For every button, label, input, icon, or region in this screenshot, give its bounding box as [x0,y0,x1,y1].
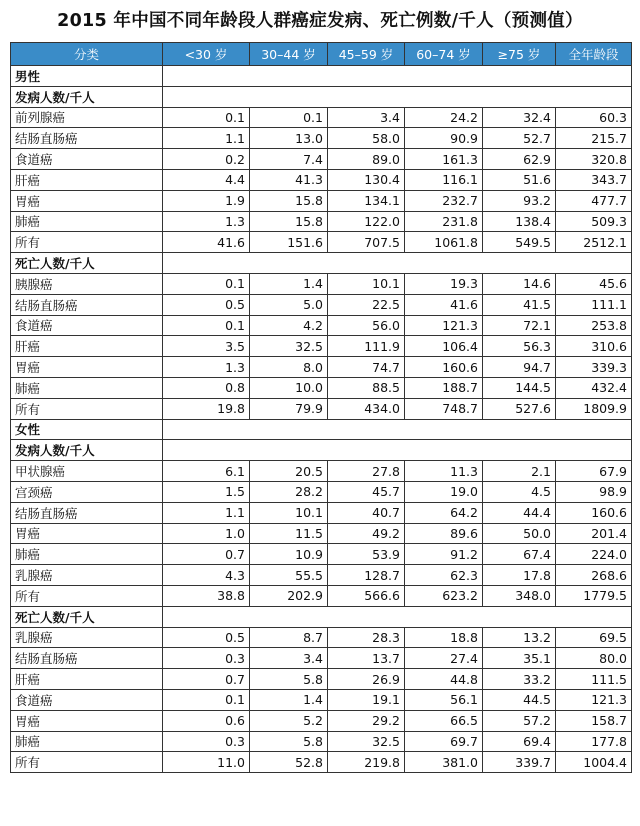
header-category: 分类 [11,43,163,66]
gender-label: 男性 [11,66,163,87]
value-cell: 13.0 [250,128,328,149]
value-cell: 52.8 [250,752,328,773]
cancer-type-cell: 胃癌 [11,190,163,211]
value-cell: 8.7 [250,627,328,648]
value-cell: 56.3 [483,336,556,357]
value-cell: 28.3 [328,627,405,648]
value-cell: 69.7 [405,731,483,752]
value-cell: 1.1 [163,502,250,523]
value-cell: 224.0 [556,544,632,565]
group-row [11,606,632,627]
value-cell: 19.1 [328,689,405,710]
value-cell: 160.6 [405,357,483,378]
value-cell: 6.1 [163,461,250,482]
value-cell: 26.9 [328,669,405,690]
value-cell: 35.1 [483,648,556,669]
group-label: 发病人数/千人 [11,86,163,107]
table-row [11,398,632,419]
value-cell: 527.6 [483,398,556,419]
header-all-ages: 全年龄段 [556,43,632,66]
value-cell: 0.5 [163,627,250,648]
table-row [11,565,632,586]
value-cell: 41.6 [405,294,483,315]
header-age-60-74: 60–74 岁 [405,43,483,66]
value-cell: 434.0 [328,398,405,419]
cancer-type-cell: 所有 [11,232,163,253]
value-cell: 17.8 [483,565,556,586]
cancer-type-cell: 肺癌 [11,211,163,232]
value-cell: 160.6 [556,502,632,523]
value-cell: 509.3 [556,211,632,232]
gender-row-filler [163,66,632,87]
cancer-type-cell: 结肠直肠癌 [11,294,163,315]
value-cell: 66.5 [405,710,483,731]
header-age-45-59: 45–59 岁 [328,43,405,66]
value-cell: 89.0 [328,149,405,170]
cancer-type-cell: 乳腺癌 [11,627,163,648]
cancer-type-cell: 肝癌 [11,669,163,690]
value-cell: 549.5 [483,232,556,253]
group-row-filler [163,86,632,107]
cancer-type-cell: 肺癌 [11,731,163,752]
value-cell: 1.9 [163,190,250,211]
table-row [11,273,632,294]
cancer-type-cell: 结肠直肠癌 [11,648,163,669]
value-cell: 50.0 [483,523,556,544]
value-cell: 4.5 [483,481,556,502]
cancer-type-cell: 结肠直肠癌 [11,502,163,523]
value-cell: 1.0 [163,523,250,544]
value-cell: 381.0 [405,752,483,773]
value-cell: 94.7 [483,357,556,378]
gender-row [11,419,632,440]
table-row [11,107,632,128]
value-cell: 0.3 [163,731,250,752]
value-cell: 202.9 [250,585,328,606]
value-cell: 89.6 [405,523,483,544]
value-cell: 748.7 [405,398,483,419]
cancer-type-cell: 结肠直肠癌 [11,128,163,149]
value-cell: 5.8 [250,731,328,752]
value-cell: 41.3 [250,169,328,190]
group-row-filler [163,440,632,461]
header-age-under-30: <30 岁 [163,43,250,66]
value-cell: 1779.5 [556,585,632,606]
value-cell: 38.8 [163,585,250,606]
group-row-filler [163,253,632,274]
cancer-type-cell: 肝癌 [11,336,163,357]
value-cell: 310.6 [556,336,632,357]
cancer-type-cell: 所有 [11,585,163,606]
value-cell: 268.6 [556,565,632,586]
table-row [11,211,632,232]
value-cell: 15.8 [250,211,328,232]
table-row [11,502,632,523]
table-row [11,149,632,170]
value-cell: 2.1 [483,461,556,482]
table-row [11,585,632,606]
table-row [11,128,632,149]
value-cell: 8.0 [250,357,328,378]
table-row [11,627,632,648]
table-row [11,461,632,482]
value-cell: 51.6 [483,169,556,190]
value-cell: 0.1 [163,315,250,336]
value-cell: 432.4 [556,377,632,398]
value-cell: 10.0 [250,377,328,398]
value-cell: 320.8 [556,149,632,170]
value-cell: 13.7 [328,648,405,669]
value-cell: 0.6 [163,710,250,731]
table-row [11,544,632,565]
value-cell: 0.1 [163,273,250,294]
value-cell: 18.8 [405,627,483,648]
value-cell: 1.3 [163,211,250,232]
value-cell: 0.7 [163,544,250,565]
value-cell: 231.8 [405,211,483,232]
value-cell: 27.4 [405,648,483,669]
value-cell: 219.8 [328,752,405,773]
value-cell: 55.5 [250,565,328,586]
value-cell: 1.1 [163,128,250,149]
header-row [11,43,632,66]
value-cell: 90.9 [405,128,483,149]
value-cell: 60.3 [556,107,632,128]
value-cell: 93.2 [483,190,556,211]
value-cell: 41.5 [483,294,556,315]
value-cell: 11.3 [405,461,483,482]
value-cell: 20.5 [250,461,328,482]
value-cell: 29.2 [328,710,405,731]
table-row [11,648,632,669]
cancer-statistics-table [10,42,632,773]
value-cell: 1.5 [163,481,250,502]
table-row [11,710,632,731]
value-cell: 67.9 [556,461,632,482]
value-cell: 62.3 [405,565,483,586]
table-row [11,731,632,752]
cancer-type-cell: 乳腺癌 [11,565,163,586]
table-row [11,669,632,690]
group-row-filler [163,606,632,627]
value-cell: 10.1 [250,502,328,523]
value-cell: 3.5 [163,336,250,357]
cancer-type-cell: 前列腺癌 [11,107,163,128]
value-cell: 339.3 [556,357,632,378]
value-cell: 14.6 [483,273,556,294]
value-cell: 44.5 [483,689,556,710]
value-cell: 98.9 [556,481,632,502]
value-cell: 80.0 [556,648,632,669]
value-cell: 707.5 [328,232,405,253]
value-cell: 0.1 [250,107,328,128]
value-cell: 121.3 [556,689,632,710]
value-cell: 22.5 [328,294,405,315]
value-cell: 67.4 [483,544,556,565]
value-cell: 0.1 [163,107,250,128]
value-cell: 4.4 [163,169,250,190]
cancer-type-cell: 胃癌 [11,357,163,378]
value-cell: 566.6 [328,585,405,606]
value-cell: 56.0 [328,315,405,336]
value-cell: 69.5 [556,627,632,648]
value-cell: 4.3 [163,565,250,586]
value-cell: 58.0 [328,128,405,149]
value-cell: 106.4 [405,336,483,357]
cancer-type-cell: 食道癌 [11,689,163,710]
value-cell: 19.8 [163,398,250,419]
value-cell: 56.1 [405,689,483,710]
value-cell: 19.0 [405,481,483,502]
value-cell: 10.9 [250,544,328,565]
value-cell: 74.7 [328,357,405,378]
value-cell: 2512.1 [556,232,632,253]
table-row [11,190,632,211]
value-cell: 10.1 [328,273,405,294]
value-cell: 91.2 [405,544,483,565]
cancer-type-cell: 肺癌 [11,377,163,398]
value-cell: 24.2 [405,107,483,128]
value-cell: 11.5 [250,523,328,544]
value-cell: 72.1 [483,315,556,336]
value-cell: 4.2 [250,315,328,336]
value-cell: 64.2 [405,502,483,523]
table-row [11,232,632,253]
value-cell: 45.7 [328,481,405,502]
value-cell: 32.5 [328,731,405,752]
value-cell: 1061.8 [405,232,483,253]
value-cell: 144.5 [483,377,556,398]
value-cell: 45.6 [556,273,632,294]
cancer-type-cell: 所有 [11,398,163,419]
value-cell: 57.2 [483,710,556,731]
value-cell: 40.7 [328,502,405,523]
cancer-type-cell: 甲状腺癌 [11,461,163,482]
table-row [11,357,632,378]
cancer-type-cell: 胃癌 [11,710,163,731]
cancer-type-cell: 所有 [11,752,163,773]
value-cell: 0.2 [163,149,250,170]
value-cell: 52.7 [483,128,556,149]
value-cell: 111.5 [556,669,632,690]
value-cell: 0.8 [163,377,250,398]
header-age-75-plus: ≥75 岁 [483,43,556,66]
value-cell: 0.1 [163,689,250,710]
value-cell: 13.2 [483,627,556,648]
group-label: 死亡人数/千人 [11,253,163,274]
cancer-type-cell: 肺癌 [11,544,163,565]
group-label: 发病人数/千人 [11,440,163,461]
value-cell: 215.7 [556,128,632,149]
value-cell: 253.8 [556,315,632,336]
group-row [11,440,632,461]
value-cell: 5.8 [250,669,328,690]
value-cell: 11.0 [163,752,250,773]
value-cell: 0.3 [163,648,250,669]
value-cell: 232.7 [405,190,483,211]
gender-row [11,66,632,87]
value-cell: 177.8 [556,731,632,752]
value-cell: 28.2 [250,481,328,502]
cancer-type-cell: 胰腺癌 [11,273,163,294]
value-cell: 477.7 [556,190,632,211]
value-cell: 62.9 [483,149,556,170]
value-cell: 79.9 [250,398,328,419]
value-cell: 1.4 [250,273,328,294]
value-cell: 1004.4 [556,752,632,773]
value-cell: 44.8 [405,669,483,690]
value-cell: 27.8 [328,461,405,482]
value-cell: 1.3 [163,357,250,378]
value-cell: 188.7 [405,377,483,398]
value-cell: 111.9 [328,336,405,357]
value-cell: 623.2 [405,585,483,606]
table-row [11,752,632,773]
value-cell: 19.3 [405,273,483,294]
cancer-type-cell: 胃癌 [11,523,163,544]
value-cell: 32.4 [483,107,556,128]
group-row [11,253,632,274]
value-cell: 1.4 [250,689,328,710]
value-cell: 33.2 [483,669,556,690]
table-body [11,66,632,773]
value-cell: 44.4 [483,502,556,523]
table-row [11,169,632,190]
value-cell: 3.4 [250,648,328,669]
value-cell: 161.3 [405,149,483,170]
value-cell: 134.1 [328,190,405,211]
value-cell: 348.0 [483,585,556,606]
table-row [11,689,632,710]
value-cell: 343.7 [556,169,632,190]
gender-row-filler [163,419,632,440]
value-cell: 3.4 [328,107,405,128]
value-cell: 128.7 [328,565,405,586]
value-cell: 5.0 [250,294,328,315]
cancer-type-cell: 食道癌 [11,149,163,170]
value-cell: 122.0 [328,211,405,232]
table-row [11,294,632,315]
value-cell: 1809.9 [556,398,632,419]
table-row [11,481,632,502]
value-cell: 111.1 [556,294,632,315]
value-cell: 138.4 [483,211,556,232]
value-cell: 0.5 [163,294,250,315]
value-cell: 116.1 [405,169,483,190]
value-cell: 41.6 [163,232,250,253]
value-cell: 5.2 [250,710,328,731]
page-title: 2015 年中国不同年龄段人群癌症发病、死亡例数/千人（预测值） [57,11,583,31]
value-cell: 151.6 [250,232,328,253]
value-cell: 201.4 [556,523,632,544]
gender-label: 女性 [11,419,163,440]
table-row [11,336,632,357]
value-cell: 339.7 [483,752,556,773]
value-cell: 49.2 [328,523,405,544]
table-row [11,523,632,544]
group-row [11,86,632,107]
value-cell: 15.8 [250,190,328,211]
cancer-type-cell: 肝癌 [11,169,163,190]
cancer-type-cell: 食道癌 [11,315,163,336]
header-age-30-44: 30–44 岁 [250,43,328,66]
value-cell: 0.7 [163,669,250,690]
value-cell: 53.9 [328,544,405,565]
value-cell: 158.7 [556,710,632,731]
cancer-type-cell: 宫颈癌 [11,481,163,502]
value-cell: 32.5 [250,336,328,357]
table-row [11,377,632,398]
value-cell: 69.4 [483,731,556,752]
value-cell: 121.3 [405,315,483,336]
value-cell: 130.4 [328,169,405,190]
table-row [11,315,632,336]
value-cell: 7.4 [250,149,328,170]
value-cell: 88.5 [328,377,405,398]
group-label: 死亡人数/千人 [11,606,163,627]
